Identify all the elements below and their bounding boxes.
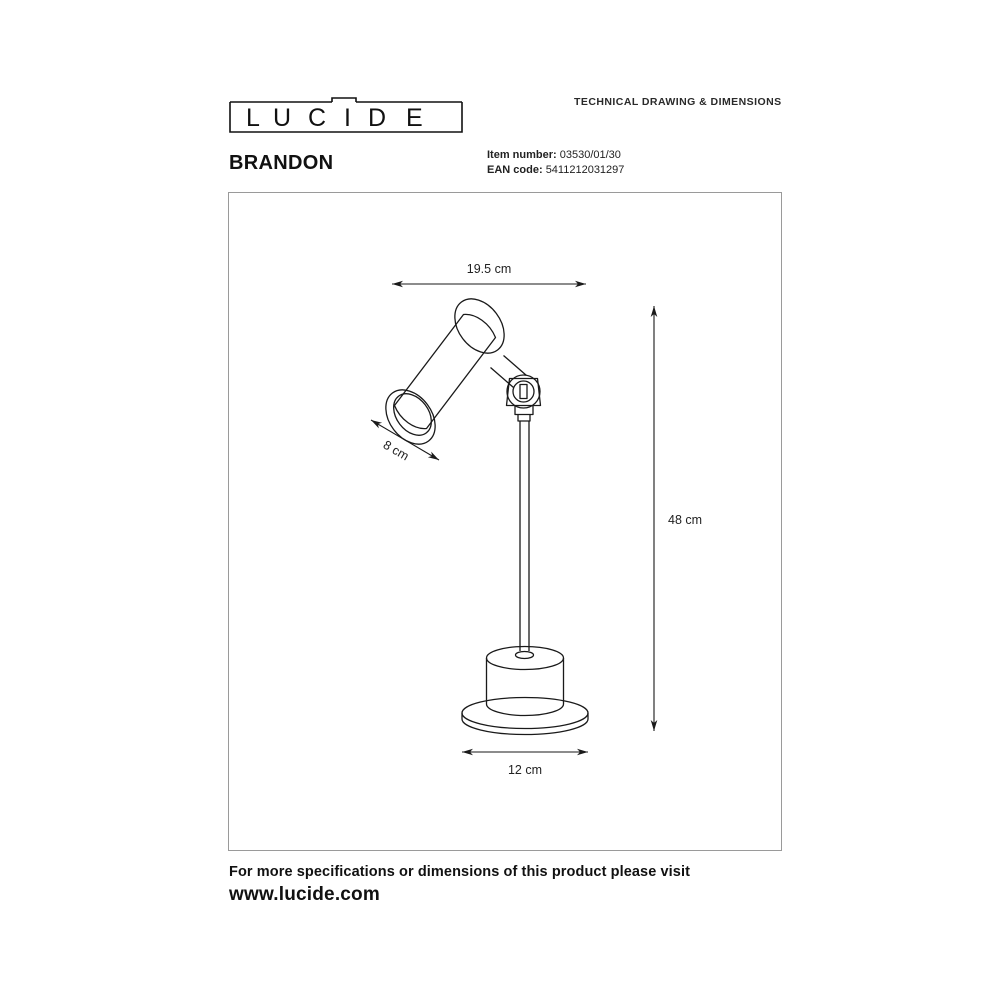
lucide-logo-icon [228,96,464,134]
item-number [487,149,621,161]
lamp-illustration [376,289,588,734]
ean-code [487,164,624,176]
lamp-stem [520,421,529,651]
footer-website[interactable]: www.lucide.com [229,884,380,905]
svg-text:I: I [344,104,358,132]
dimension-lines [371,262,702,777]
item-number-value: 03530/01/30 [559,149,621,161]
lamp-technical-drawing-svg [228,192,782,851]
dimension-label-width: 19.5 cm [466,262,512,276]
lamp-base [462,647,588,735]
dimension-label-height: 48 cm [668,513,703,527]
svg-text:C: C [308,104,334,132]
dimension-label-base: 12 cm [507,763,543,777]
ean-code-value: 5411212031297 [545,164,625,176]
lamp-shade [376,289,515,453]
svg-text:D: D [368,104,394,132]
dimension-label-depth: 8 cm [380,437,412,464]
page-title: BRANDON [229,152,334,174]
svg-text:L: L [246,104,267,132]
lucide-logo [228,96,464,134]
svg-text:U: U [273,104,299,132]
footer-text: For more specifications or dimensions of this product please visit [229,864,691,880]
item-number-label: Item number: [487,149,557,161]
svg-text:E: E [406,104,430,132]
ean-code-label: EAN code: [487,164,543,176]
technical-drawing [228,192,782,851]
lamp-joint [491,356,541,422]
technical-drawing-label: TECHNICAL DRAWING & DIMENSIONS [574,96,782,108]
